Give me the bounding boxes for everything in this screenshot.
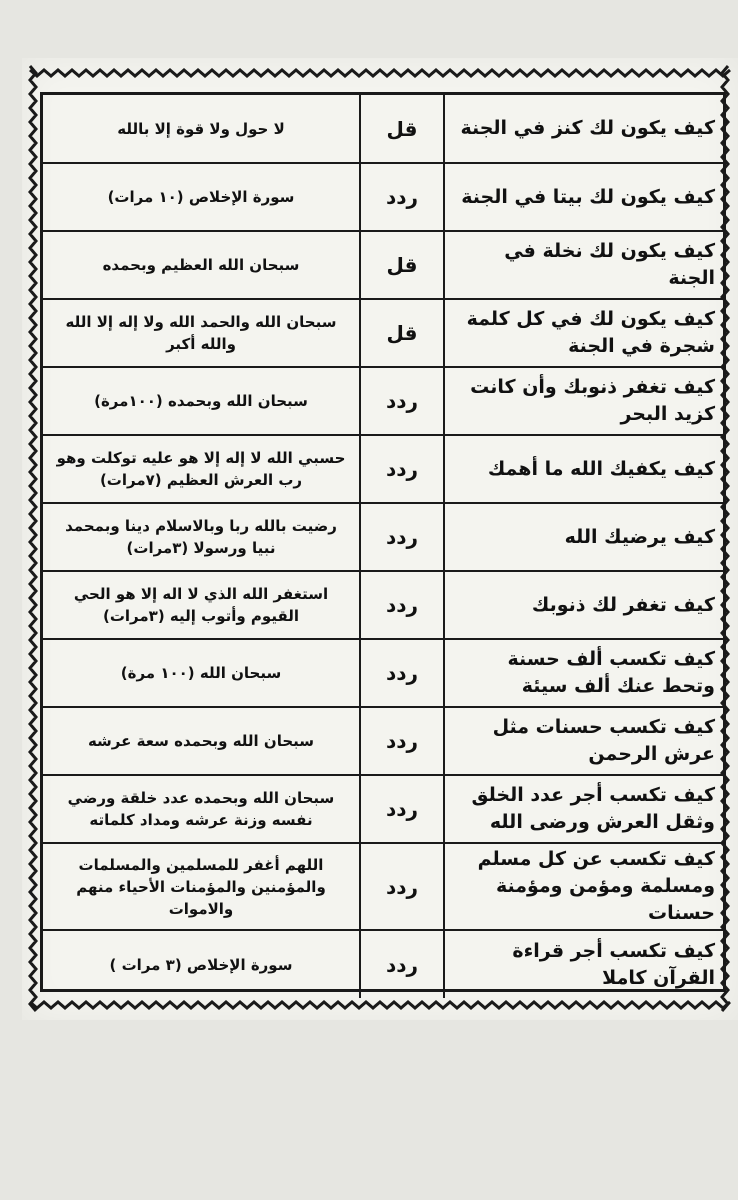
question-cell: كيف تكسب ألف حسنة وتحط عنك ألف سيئة	[444, 639, 723, 707]
verb-cell: ردد	[360, 843, 444, 930]
table-row	[43, 163, 723, 231]
table-row	[43, 843, 723, 930]
answer-cell: سبحان الله (١٠٠ مرة)	[43, 639, 360, 707]
question-cell: كيف تغفر لك ذنوبك	[444, 571, 723, 639]
dhikr-table-body	[43, 95, 723, 998]
scanned-page	[22, 58, 738, 1020]
verb-cell: ردد	[360, 930, 444, 998]
table-row	[43, 367, 723, 435]
answer-cell: حسبي الله لا إله إلا هو عليه توكلت وهو رب العرش العظيم (٧مرات)	[43, 435, 360, 503]
question-cell: كيف يكون لك كنز في الجنة	[444, 95, 723, 163]
question-cell: كيف تكسب أجر قراءة القرآن كاملا	[444, 930, 723, 998]
answer-cell: سبحان الله والحمد الله ولا إله إلا الله والله أكبر	[43, 299, 360, 367]
verb-cell: ردد	[360, 435, 444, 503]
table-row	[43, 503, 723, 571]
table-row	[43, 707, 723, 775]
verb-cell: ردد	[360, 367, 444, 435]
question-cell: كيف يرضيك الله	[444, 503, 723, 571]
table-row	[43, 299, 723, 367]
question-cell: كيف تكسب عن كل مسلم ومسلمة ومؤمن ومؤمنة حسنات	[444, 843, 723, 930]
verb-cell: ردد	[360, 707, 444, 775]
answer-cell: رضيت بالله ربا وبالاسلام دينا وبمحمد نبيا ورسولا (٣مرات)	[43, 503, 360, 571]
table-row	[43, 639, 723, 707]
table-row	[43, 435, 723, 503]
verb-cell: ردد	[360, 775, 444, 843]
answer-cell: سورة الإخلاص (٣ مرات )	[43, 930, 360, 998]
question-cell: كيف تكسب حسنات مثل عرش الرحمن	[444, 707, 723, 775]
answer-cell: سورة الإخلاص (١٠ مرات)	[43, 163, 360, 231]
answer-cell: اللهم أغفر للمسلمين والمسلمات والمؤمنين والمؤمنات الأحياء منهم والاموات	[43, 843, 360, 930]
table-row	[43, 775, 723, 843]
question-cell: كيف يكون لك نخلة في الجنة	[444, 231, 723, 299]
dhikr-table	[43, 95, 723, 998]
question-cell: كيف تكسب أجر عدد الخلق وثقل العرش ورضى الله	[444, 775, 723, 843]
table-row	[43, 571, 723, 639]
verb-cell: ردد	[360, 571, 444, 639]
question-cell: كيف يكون لك بيتا في الجنة	[444, 163, 723, 231]
table-row	[43, 95, 723, 163]
verb-cell: قل	[360, 231, 444, 299]
answer-cell: سبحان الله وبحمده (١٠٠مرة)	[43, 367, 360, 435]
question-cell: كيف تغفر ذنوبك وأن كانت كزيد البحر	[444, 367, 723, 435]
question-cell: كيف يكفيك الله ما أهمك	[444, 435, 723, 503]
answer-cell: سبحان الله العظيم وبحمده	[43, 231, 360, 299]
table-frame	[40, 92, 726, 992]
verb-cell: ردد	[360, 639, 444, 707]
question-cell: كيف يكون لك في كل كلمة شجرة في الجنة	[444, 299, 723, 367]
verb-cell: ردد	[360, 163, 444, 231]
table-row	[43, 930, 723, 998]
answer-cell: سبحان الله وبحمده سعة عرشه	[43, 707, 360, 775]
table-row	[43, 231, 723, 299]
answer-cell: لا حول ولا قوة إلا بالله	[43, 95, 360, 163]
verb-cell: قل	[360, 299, 444, 367]
verb-cell: ردد	[360, 503, 444, 571]
answer-cell: استغفر الله الذي لا اله إلا هو الحي القيوم وأتوب إليه (٣مرات)	[43, 571, 360, 639]
verb-cell: قل	[360, 95, 444, 163]
answer-cell: سبحان الله وبحمده عدد خلقة ورضي نفسه وزنة عرشه ومداد كلماته	[43, 775, 360, 843]
